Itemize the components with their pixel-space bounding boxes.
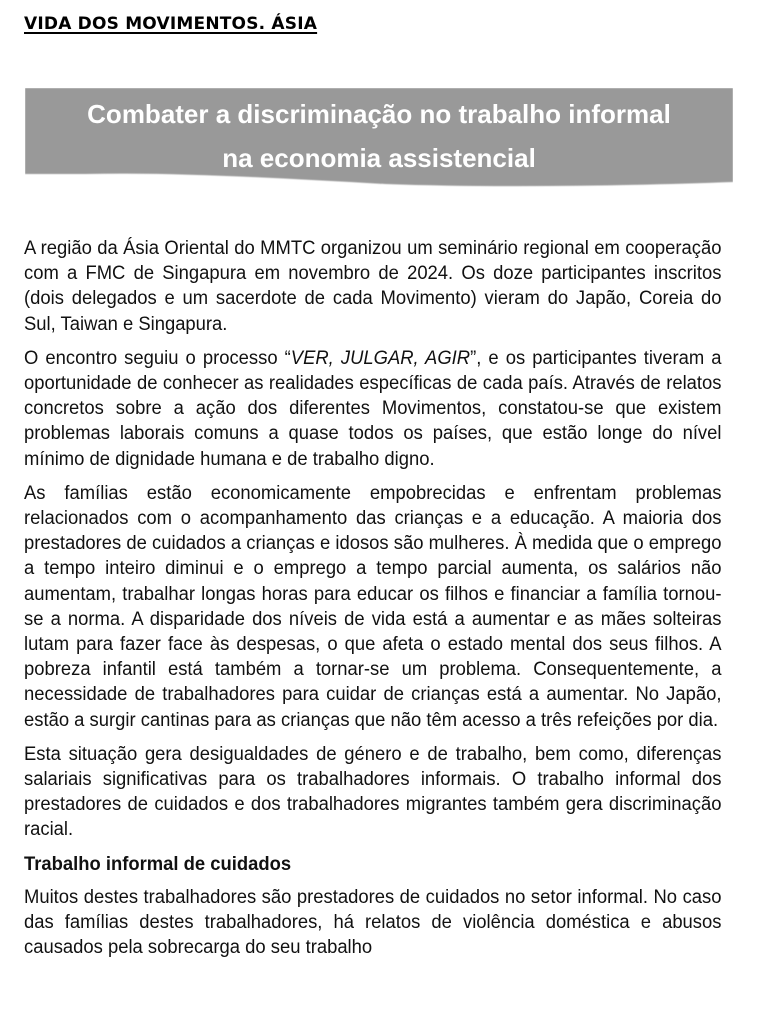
paragraph-process-rest: ”, e os participantes tiveram a oportunidade de conhecer as realidades específicas de cada país. Através de relatos concretos sobre a ação dos diferentes Movimentos, constatou-se que existem problemas laborais comuns a quase todos os países, que estão longe do nível mínimo de dignidade humana e de trabalho digno. bbox=[24, 346, 722, 470]
banner-title-line-2: na economia assistencial bbox=[222, 143, 536, 173]
paragraph-process bbox=[24, 346, 721, 472]
article-body bbox=[24, 236, 721, 960]
see-judge-act-phrase: VER, JULGAR, AGIR bbox=[290, 346, 471, 369]
section-header: VIDA DOS MOVIMENTOS. ÁSIA bbox=[24, 14, 318, 34]
paragraph-intro: A região da Ásia Oriental do MMTC organizou um seminário regional em cooperação com a FMC de Singapura em novembro de 2024. Os doze participantes inscritos (dois delegados e um sacerdote de cada Movimento) vieram do Japão, Coreia do Sul, Taiwan e Singapura. bbox=[24, 237, 722, 335]
paragraph-process-start: O encontro seguiu o processo “ bbox=[24, 346, 291, 369]
title-banner bbox=[25, 88, 733, 196]
banner-title bbox=[25, 92, 733, 180]
subheading-informal-care: Trabalho informal de cuidados bbox=[24, 852, 292, 875]
banner-title-line-1: Combater a discriminação no trabalho informal bbox=[87, 99, 671, 129]
paragraph-families: As famílias estão economicamente empobrecidas e enfrentam problemas relacionados com o acompanhamento das crianças e a educação. A maioria dos prestadores de cuidados a crianças e idosos são mulheres. À medida que o emprego a tempo inteiro diminui e o emprego a tempo parcial aumenta, os salários não aumentam, trabalhar longas horas para educar os filhos e financiar a família tornou-se a norma. A disparidade dos níveis de vida está a aumentar e as mães solteiras lutam para fazer face às despesas, o que afeta o estado mental dos seus filhos. A pobreza infantil está também a tornar-se um problema. Consequentemente, a necessidade de trabalhadores para cuidar de crianças está a aumentar. No Japão, estão a surgir cantinas para as crianças que não têm acesso a três refeições por dia. bbox=[24, 481, 722, 731]
paragraph-inequality: Esta situação gera desigualdades de género e de trabalho, bem como, diferenças salariais significativas para os trabalhadores informais. O trabalho informal dos prestadores de cuidados e dos trabalhadores migrantes também gera discriminação racial. bbox=[24, 742, 722, 841]
paragraph-informal-care: Muitos destes trabalhadores são prestadores de cuidados no setor informal. No caso das famílias destes trabalhadores, há relatos de violência doméstica e abusos causados pela sobrecarga do seu trabalho bbox=[24, 885, 722, 959]
